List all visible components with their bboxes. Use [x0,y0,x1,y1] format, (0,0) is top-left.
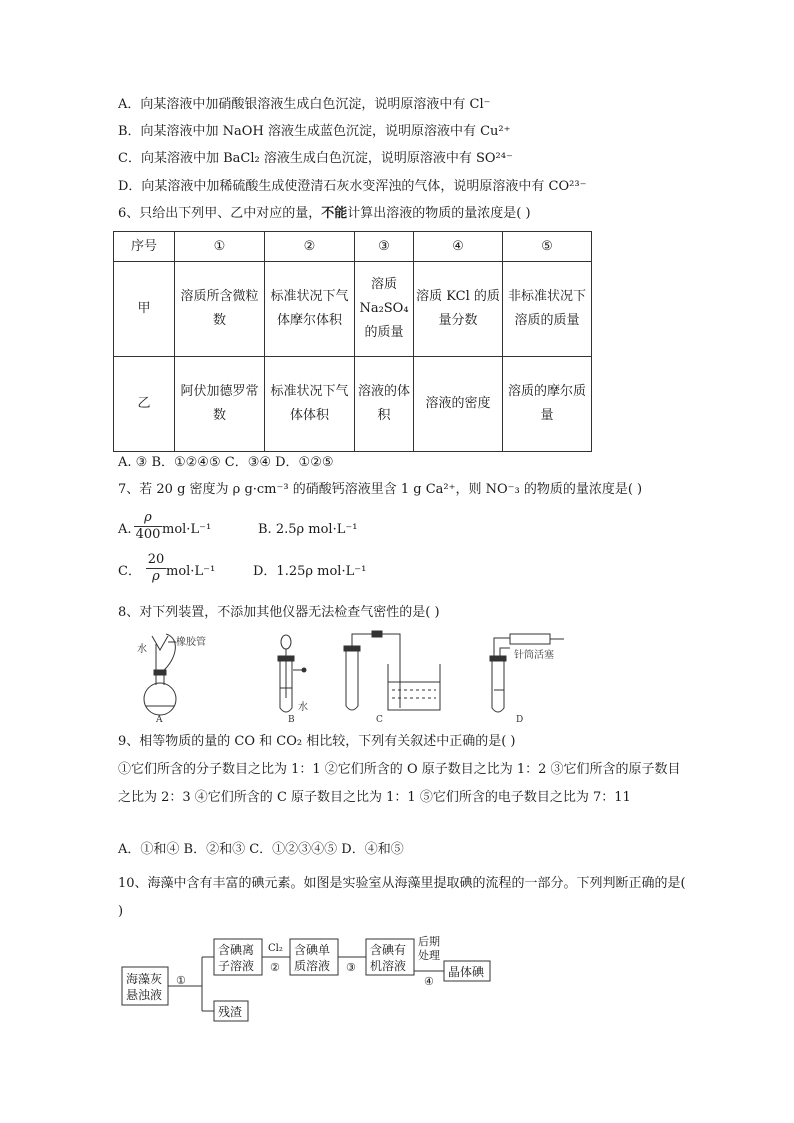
flow-box-iodine-line2: 质溶液 [294,959,331,973]
flow-box-seaweed-ash-line2: 悬浊液 [126,988,163,1002]
flow-reagent-label: Cl₂ [268,943,283,954]
q7-option-b: B. 2.5ρ mol·L⁻¹ [258,522,358,537]
flow-box-organic-line2: 机溶液 [370,959,407,973]
apparatus-c-setup [344,631,440,710]
apparatus-a-water-label: 水 [137,644,147,655]
flow-box-organic-line1: 含碘有 [370,943,407,957]
apparatus-a-caption: A [156,715,163,724]
apparatus-a-rubber-tube-label: 橡胶管 [176,637,206,648]
q6-header-cell: ④ [414,232,503,262]
q8-stem: 8、对下列装置，不添加其他仪器无法检查气密性的是( ) [118,605,440,620]
q6-row-jia [114,262,592,357]
q9-stem: 9、相等物质的量的 CO 和 CO₂ 相比较，下列有关叙述中正确的是( ) [118,734,516,749]
q6-stem-part-c: 计算出溶液的物质的量浓度是( ) [347,206,531,221]
q7-a-denominator: 400 [135,527,161,542]
flow-step4-label: ④ [424,975,434,988]
q6-stem-emphasis: 不能 [321,206,348,221]
q8-apparatus-figure [128,628,578,724]
flow-post-label-line2: 处理 [418,949,440,962]
q7-option-c-label: C． [118,564,141,579]
apparatus-b-caption: B [288,715,295,724]
q7-option-a-label: A. [118,522,132,537]
q6-header-cell: ① [175,232,265,262]
flow-box-iodide-line1: 含碘离 [218,943,255,957]
q6-cell: 溶液的体积 [355,357,414,452]
q6-cell: 非标准状况下溶质的质量 [503,262,592,357]
apparatus-d-setup [490,634,564,712]
flow-box-residue-label: 残渣 [218,1005,243,1019]
q7-option-c-fraction [146,552,166,585]
q7-c-numerator: 20 [147,552,165,567]
flow-box-iodide-line2: 子溶液 [218,959,255,973]
q6-cell: 溶质所含微粒数 [175,262,265,357]
q6-cell: 溶质的摩尔质量 [503,357,592,452]
flow-post-label-line1: 后期 [418,935,440,948]
q6-options: A. ③ B．①②④⑤ C．③④ D．①②⑤ [118,455,334,470]
q7-option-a-fraction [134,510,162,543]
q6-header-cell: ⑤ [503,232,592,262]
q9-body: ①它们所含的分子数目之比为 1：1 ②它们所含的 O 原子数目之比为 1：2 ③它们所含的原子数目之比为 2：3 ④它们所含的 C 原子数目之比为 1：1 ⑤它们所含的电子数目之比为 7：11 [118,762,681,805]
q6-cell: 乙 [114,357,175,452]
q6-table [113,231,592,452]
q7-c-denominator: ρ [152,569,160,584]
q6-cell: 溶质 KCl 的质量分数 [414,262,503,357]
apparatus-a-flask [144,634,176,715]
q5-option-d: D．向某溶液中加稀硫酸生成使澄清石灰水变浑浊的气体，说明原溶液中有 CO²³⁻ [118,179,587,194]
q6-header-row [114,232,592,262]
flow-box-seaweed-ash-line1: 海藻灰 [126,972,163,986]
flow-step3-label: ③ [346,961,356,974]
apparatus-d-caption: D [516,715,524,724]
q6-header-cell: 序号 [114,232,175,262]
q6-cell: 溶液的密度 [414,357,503,452]
q7-option-d: D．1.25ρ mol·L⁻¹ [253,564,367,579]
q10-stem: 10、海藻中含有丰富的碘元素。如图是实验室从海藻里提取碘的流程的一部分。下列判断正确的是( ) [118,876,686,919]
flow-box-crystal-label: 晶体碘 [448,965,485,979]
apparatus-b-water-label: 水 [298,702,308,713]
flow-box-iodine-line1: 含碘单 [294,943,331,957]
q6-cell: 标准状况下气体体积 [265,357,355,452]
q6-header-cell: ② [265,232,355,262]
q5-option-c: C．向某溶液中加 BaCl₂ 溶液生成白色沉淀，说明原溶液中有 SO²⁴⁻ [118,151,513,166]
q9-options: A．①和④ B．②和③ C．①②③④⑤ D．④和⑤ [118,842,404,857]
flow-step2-label: ② [270,961,280,974]
apparatus-c-caption: C [376,715,383,724]
q7-option-c-unit: mol·L⁻¹ [166,564,216,579]
q6-cell: 标准状况下气体摩尔体积 [265,262,355,357]
q6-row-yi [114,357,592,452]
q5-option-b: B．向某溶液中加 NaOH 溶液生成蓝色沉淀，说明原溶液中有 Cu²⁺ [118,124,511,139]
apparatus-d-syringe-label: 针筒活塞 [514,650,554,661]
q6-cell: 阿伏加德罗常数 [175,357,265,452]
q6-header-cell: ③ [355,232,414,262]
q6-cell: 溶质 Na₂SO₄ 的质量 [355,262,414,357]
q7-a-numerator: ρ [144,510,152,525]
q6-stem-part-a: 6、只给出下列甲、乙中对应的量， [118,206,322,221]
q5-option-a: A．向某溶液中加硝酸银溶液生成白色沉淀，说明原溶液中有 Cl⁻ [118,97,491,112]
q6-stem [118,204,531,224]
q7-option-a-unit: mol·L⁻¹ [162,522,212,537]
flow-step1-label: ① [176,974,186,987]
q6-cell: 甲 [114,262,175,357]
q10-flow-diagram [118,935,498,1025]
apparatus-b-tube [278,635,306,712]
q7-stem: 7、若 20 g 密度为 ρ g·cm⁻³ 的硝酸钙溶液里含 1 g Ca²⁺，则 NO⁻₃ 的物质的量浓度是( ) [118,482,643,497]
